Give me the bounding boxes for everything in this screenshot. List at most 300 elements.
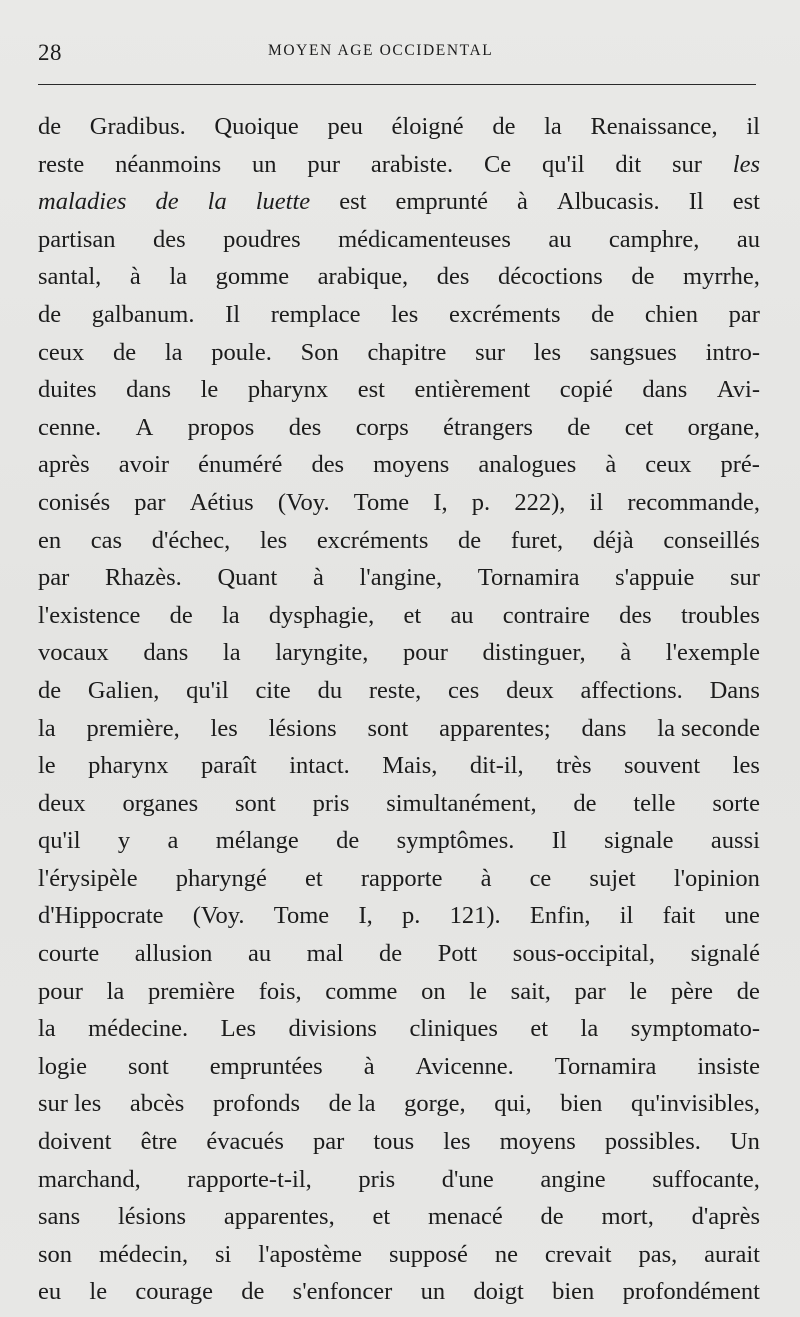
word: Albucasis. <box>556 188 660 216</box>
word: il <box>746 113 760 140</box>
word: première, <box>86 714 180 742</box>
word: eu <box>38 1278 62 1306</box>
text-line <box>38 1010 760 1048</box>
header-rule <box>38 84 756 85</box>
word: signale <box>604 827 674 855</box>
word: première <box>147 977 236 1005</box>
word: Avi- <box>716 376 760 404</box>
word: souvent <box>623 752 701 780</box>
word: dans <box>642 376 688 404</box>
word: après <box>38 451 90 479</box>
word: de <box>336 827 360 855</box>
word: qui, <box>494 1090 532 1118</box>
word: cite <box>255 676 291 704</box>
word: de <box>573 789 597 817</box>
word: possibles. <box>604 1128 701 1156</box>
word: santal, <box>38 263 102 291</box>
word: divisions <box>288 1015 377 1043</box>
word: p. <box>401 902 421 930</box>
word: analogues <box>478 451 577 479</box>
word: Tornamira <box>554 1052 657 1080</box>
word: la seconde <box>657 714 760 742</box>
word: bien <box>552 1278 595 1306</box>
word: de <box>540 1203 564 1231</box>
text-line <box>38 446 760 484</box>
word: copié <box>559 376 613 404</box>
word: simultanément, <box>386 789 537 817</box>
word: la <box>169 263 187 291</box>
word: sujet <box>589 864 636 892</box>
word: sait, <box>510 977 551 1005</box>
word: supposé <box>388 1240 468 1268</box>
word: les <box>443 1128 471 1156</box>
word: la <box>164 338 183 366</box>
word: myrrhe, <box>683 263 760 291</box>
word: allusion <box>134 940 213 968</box>
word: néanmoins <box>115 150 222 178</box>
word: cliniques <box>409 1015 498 1043</box>
word: apparentes; <box>439 714 551 742</box>
word: fois, <box>258 977 302 1005</box>
word: le <box>469 977 487 1005</box>
word: propos <box>187 413 255 441</box>
word: A <box>135 413 154 441</box>
word: bien <box>560 1090 603 1118</box>
word: deux <box>38 789 86 817</box>
body-text <box>38 108 760 1311</box>
word: Il <box>225 300 241 328</box>
word: qu'il <box>186 676 229 704</box>
word: un <box>252 150 277 178</box>
word: remplace <box>270 300 361 328</box>
word: I, <box>433 488 448 516</box>
word: sont <box>127 1052 169 1080</box>
word: une <box>724 902 760 930</box>
word: l'existence <box>38 601 141 629</box>
word: pharynx <box>88 752 169 780</box>
word: par <box>313 1128 345 1156</box>
word: si <box>215 1240 232 1268</box>
word: sorte <box>712 789 760 817</box>
word: au <box>548 225 572 253</box>
word: Ce <box>483 150 512 178</box>
word: la <box>544 113 562 140</box>
word: la <box>222 639 241 667</box>
text-line <box>38 1123 760 1161</box>
word: Tome <box>353 488 410 516</box>
word: Quant <box>217 564 278 592</box>
word: sous-occipital, <box>512 940 655 968</box>
word: pour <box>38 977 83 1005</box>
word: il <box>589 488 604 516</box>
word: pur <box>307 150 341 178</box>
word: est <box>732 188 760 216</box>
word: Un <box>729 1128 760 1156</box>
word: organes <box>122 789 199 817</box>
word: par <box>38 564 70 592</box>
word: 222), <box>514 488 566 516</box>
word: au <box>247 940 272 968</box>
word: luette <box>255 188 311 216</box>
word: s'appuie <box>615 564 695 592</box>
word: les <box>391 300 419 328</box>
word: est <box>339 188 367 216</box>
word: s'enfoncer <box>292 1278 393 1306</box>
word: la <box>38 714 56 742</box>
word: symptômes. <box>396 827 515 855</box>
word: duites <box>38 376 97 404</box>
text-line <box>38 747 760 785</box>
word: corps <box>355 413 409 441</box>
text-line <box>38 1048 760 1086</box>
word: les <box>732 150 760 178</box>
word: Dans <box>709 676 760 704</box>
text-line <box>38 108 760 146</box>
word: sont <box>367 714 409 742</box>
word: galbanum. <box>91 300 195 328</box>
word: Enfin, <box>529 902 591 930</box>
text-line <box>38 973 760 1011</box>
word: des <box>288 413 322 441</box>
word: I, <box>358 902 373 930</box>
word: fait <box>662 902 696 930</box>
text-line <box>38 221 760 259</box>
text-line <box>38 1161 760 1199</box>
word: à <box>620 639 632 667</box>
text-line <box>38 484 760 522</box>
word: lésions <box>117 1203 187 1231</box>
word: Son <box>300 338 339 366</box>
word: crevait <box>544 1240 612 1268</box>
word: ces <box>448 676 480 704</box>
word: distinguer, <box>482 639 586 667</box>
text-line <box>38 409 760 447</box>
word: pharynx <box>247 376 329 404</box>
word: suffocante, <box>652 1165 760 1193</box>
word: lésions <box>268 714 337 742</box>
word: sur les <box>38 1090 102 1118</box>
word: médecin, <box>98 1240 189 1268</box>
word: à <box>517 188 528 216</box>
word: Il <box>551 827 567 855</box>
word: sont <box>235 789 276 817</box>
word: de <box>567 413 591 441</box>
word: qu'il <box>38 827 81 855</box>
word: les <box>732 752 760 780</box>
word: partisan <box>38 225 116 253</box>
word: Pott <box>437 940 478 968</box>
word: l'exemple <box>665 639 760 667</box>
word: pré- <box>720 451 760 479</box>
word: abcès <box>129 1090 185 1118</box>
word: excréments <box>316 526 429 554</box>
word: le <box>200 376 219 404</box>
word: intro- <box>705 338 760 366</box>
word: la <box>580 1015 599 1043</box>
word: qu'invisibles, <box>631 1090 760 1118</box>
word: de <box>379 940 403 968</box>
text-line <box>38 1198 760 1236</box>
word: camphre, <box>608 225 700 253</box>
running-head: MOYEN AGE OCCIDENTAL <box>268 42 494 59</box>
word: son <box>38 1240 73 1268</box>
text-line <box>38 296 760 334</box>
word: (Voy. <box>192 902 245 930</box>
word: les <box>210 714 238 742</box>
word: sur <box>475 338 506 366</box>
word: éloigné <box>391 113 464 140</box>
text-line <box>38 897 760 935</box>
word: de <box>112 338 137 366</box>
word: gorge, <box>404 1090 466 1118</box>
word: aurait <box>704 1240 760 1268</box>
word: cet <box>624 413 654 441</box>
word: médecine. <box>88 1015 189 1043</box>
word: le <box>38 752 56 780</box>
word: au <box>736 225 760 253</box>
word: de la <box>328 1090 376 1118</box>
word: d'échec, <box>151 526 231 554</box>
word: médicamenteuses <box>338 225 511 253</box>
word: de <box>458 526 482 554</box>
word: par <box>574 977 606 1005</box>
word: on <box>421 977 446 1005</box>
word: dans <box>126 376 172 404</box>
word: pour <box>403 639 448 667</box>
word: deux <box>506 676 554 704</box>
word: peu <box>327 113 363 140</box>
word: Il <box>688 188 704 216</box>
text-line <box>38 371 760 409</box>
word: du <box>317 676 343 704</box>
word: entièrement <box>414 376 531 404</box>
word: vocaux <box>38 639 109 667</box>
word: dit-il, <box>469 752 524 780</box>
word: sur <box>730 564 760 592</box>
text-line <box>38 597 760 635</box>
word: pharyngé <box>175 864 267 892</box>
word: troubles <box>680 601 760 629</box>
word: par <box>728 300 760 328</box>
word: chapitre <box>367 338 447 366</box>
word: Galien, <box>87 676 160 704</box>
word: mort, <box>601 1203 654 1231</box>
word: courage <box>135 1278 213 1306</box>
word: insiste <box>697 1052 760 1080</box>
word: y <box>117 827 131 855</box>
word: à <box>363 1052 375 1080</box>
word: sans <box>38 1203 81 1231</box>
word: et <box>305 864 323 892</box>
word: père <box>670 977 714 1005</box>
word: décoctions <box>497 263 603 291</box>
word: empruntées <box>209 1052 323 1080</box>
word: pris <box>312 789 350 817</box>
word: organe, <box>687 413 760 441</box>
text-line <box>38 634 760 672</box>
word: de <box>155 188 179 216</box>
word: énuméré <box>198 451 283 479</box>
word: à <box>480 864 492 892</box>
word: de <box>38 113 62 140</box>
word: l'angine, <box>359 564 443 592</box>
word: des <box>311 451 345 479</box>
word: des <box>153 225 186 253</box>
word: Aétius <box>189 488 254 516</box>
word: rapporte-t-il, <box>187 1165 312 1193</box>
word: doigt <box>473 1278 524 1306</box>
word: cas <box>90 526 123 554</box>
word: être <box>140 1128 178 1156</box>
word: pas, <box>638 1240 678 1268</box>
word: courte <box>38 940 100 968</box>
text-line <box>38 935 760 973</box>
text-line <box>38 710 760 748</box>
word: avoir <box>118 451 170 479</box>
word: la <box>221 601 240 629</box>
word: profondément <box>622 1278 760 1306</box>
word: sur <box>672 150 702 178</box>
word: dans <box>581 714 627 742</box>
word: logie <box>38 1052 87 1080</box>
word: est <box>357 376 385 404</box>
word: affections. <box>580 676 683 704</box>
word: la <box>207 188 227 216</box>
word: Quoique <box>214 113 299 140</box>
word: d'Hippocrate <box>38 902 164 930</box>
word: et <box>530 1015 549 1043</box>
text-line <box>38 522 760 560</box>
word: des <box>619 601 652 629</box>
word: marchand, <box>38 1165 141 1193</box>
word: de <box>631 263 655 291</box>
word: Gradibus. <box>89 113 186 140</box>
word: il <box>619 902 634 930</box>
word: arabique, <box>317 263 409 291</box>
word: p. <box>471 488 491 516</box>
word: doivent <box>38 1128 112 1156</box>
word: un <box>420 1278 446 1306</box>
word: excréments <box>448 300 561 328</box>
page-number: 28 <box>38 40 62 65</box>
word: de <box>492 113 516 140</box>
word: moyens <box>373 451 450 479</box>
word: (Voy. <box>277 488 330 516</box>
word: et <box>372 1203 391 1231</box>
word: qu'il <box>541 150 585 178</box>
word: l'apostème <box>258 1240 363 1268</box>
text-line <box>38 822 760 860</box>
word: recommande, <box>627 488 760 516</box>
word: Les <box>220 1015 256 1043</box>
word: ne <box>494 1240 518 1268</box>
word: déjà <box>592 526 634 554</box>
word: en <box>38 526 62 554</box>
word: a <box>167 827 179 855</box>
word: reste <box>38 150 85 178</box>
word: ce <box>529 864 552 892</box>
text-line <box>38 146 760 184</box>
word: pris <box>358 1165 396 1193</box>
word: apparentes, <box>223 1203 335 1231</box>
word: Mais, <box>382 752 438 780</box>
word: tous <box>373 1128 415 1156</box>
word: maladies <box>38 188 127 216</box>
word: symptomato- <box>630 1015 760 1043</box>
word: de <box>38 300 62 328</box>
word: furet, <box>510 526 564 554</box>
word: dit <box>615 150 642 178</box>
word: comme <box>325 977 398 1005</box>
word: les <box>259 526 288 554</box>
word: de <box>241 1278 265 1306</box>
word: de <box>736 977 760 1005</box>
word: ceux <box>645 451 692 479</box>
word: de <box>38 676 62 704</box>
word: paraît <box>200 752 257 780</box>
word: Rhazès. <box>104 564 182 592</box>
word: l'érysipèle <box>38 864 138 892</box>
word: emprunté <box>395 188 488 216</box>
word: de <box>169 601 193 629</box>
word: Tornamira <box>477 564 580 592</box>
text-line <box>38 334 760 372</box>
word: aussi <box>710 827 760 855</box>
word: contraire <box>502 601 590 629</box>
text-line <box>38 1273 760 1311</box>
word: la <box>106 977 125 1005</box>
word: la <box>38 1015 56 1043</box>
text-line <box>38 559 760 597</box>
word: moyens <box>499 1128 576 1156</box>
word: gomme <box>215 263 290 291</box>
word: d'après <box>691 1203 760 1231</box>
word: intact. <box>289 752 350 780</box>
word: cenne. <box>38 413 102 441</box>
word: 121). <box>449 902 501 930</box>
word: dysphagie, <box>268 601 375 629</box>
word: signalé <box>690 940 760 968</box>
text-line <box>38 860 760 898</box>
word: poudres <box>223 225 301 253</box>
word: conseillés <box>663 526 760 554</box>
word: rapporte <box>360 864 443 892</box>
word: le <box>89 1278 108 1306</box>
word: Renaissance, <box>590 113 718 140</box>
word: par <box>134 488 166 516</box>
word: chien <box>644 300 698 328</box>
word: étrangers <box>443 413 533 441</box>
word: d'une <box>441 1165 494 1193</box>
word: très <box>556 752 592 780</box>
word: des <box>436 263 470 291</box>
word: poule. <box>211 338 272 366</box>
word: et <box>403 601 422 629</box>
word: angine <box>540 1165 606 1193</box>
word: de <box>591 300 615 328</box>
word: conisés <box>38 488 111 516</box>
word: à <box>605 451 617 479</box>
word: reste, <box>368 676 422 704</box>
word: menacé <box>427 1203 503 1231</box>
word: Avicenne. <box>415 1052 514 1080</box>
word: Tome <box>273 902 330 930</box>
word: arabiste. <box>370 150 454 178</box>
word: l'opinion <box>673 864 760 892</box>
word: mélange <box>215 827 299 855</box>
text-line <box>38 672 760 710</box>
word: mal <box>306 940 344 968</box>
